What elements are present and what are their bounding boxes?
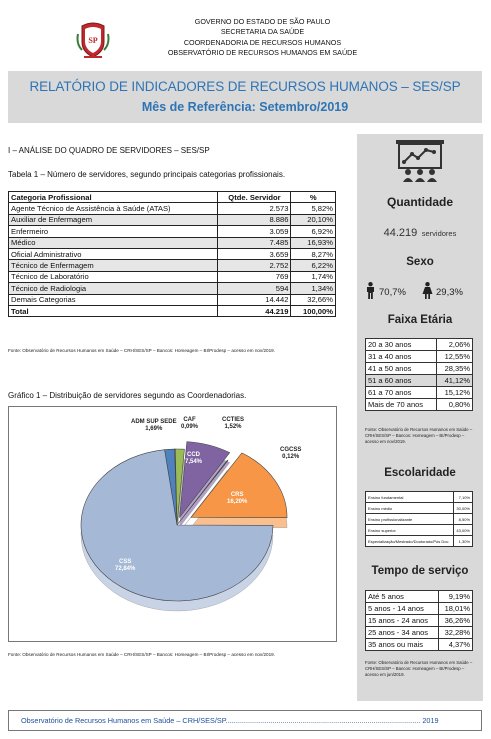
cell-categoria: Técnico de Enfermagem: [9, 260, 218, 271]
tempo-source-note: Fonte: Observatório de Recursos Humanos em Saúde – CRH/SES/SP – Bancos: Homeagem – BI/Prodesp – acesso em jun/2019.: [365, 660, 473, 677]
graph-caption: Gráfico 1 – Distribuição de servidores segundo as Coordenadorias.: [8, 391, 247, 400]
label-adm-sup: [131, 419, 177, 433]
table-row: [9, 283, 336, 294]
table-row: [366, 603, 473, 615]
label-ccd-name: CCD: [187, 452, 200, 458]
cell-label: 61 a 70 anos: [366, 387, 437, 399]
cell-label: Ensino superior: [366, 525, 454, 536]
cell-label: Ensino profissionalizante: [366, 514, 454, 525]
cell-value: 9,19%: [438, 591, 472, 603]
label-cgcss-name: CGCSS: [280, 447, 302, 453]
label-ccties-name: CCTIES: [222, 417, 245, 423]
header-percent: %: [291, 192, 336, 203]
cell-label: Ensino médio: [366, 503, 454, 514]
table-source-note: Fonte: Observatório de Recursos Humanos em Saúde – CRH/SES/SP – Bancos: Homeagem – BI/Prodesp – acesso em nov/2019.: [8, 348, 276, 353]
report-title: RELATÓRIO DE INDICADORES DE RECURSOS HUMANOS – SES/SP: [29, 79, 461, 94]
servidores-table: [8, 191, 336, 317]
cell-label: 5 anos - 14 anos: [366, 603, 439, 615]
cell-categoria: Médico: [9, 237, 218, 248]
label-adm-sup-name: ADM SUP SEDE: [131, 419, 177, 425]
institution-header: [140, 17, 385, 58]
cell-label: 41 a 50 anos: [366, 363, 437, 375]
table-row: [366, 525, 473, 536]
cell-percent: 1,74%: [291, 271, 336, 282]
cell-value: 41,12%: [437, 375, 473, 387]
tempo-servico-title: Tempo de serviço: [371, 565, 469, 577]
table-row: [366, 375, 473, 387]
cell-value: 2,06%: [437, 339, 473, 351]
table-header-row: [9, 192, 336, 203]
table-caption: Tabela 1 – Número de servidores, segundo principais categorias profissionais.: [8, 170, 286, 179]
cell-label: Até 5 anos: [366, 591, 439, 603]
label-ccties-value: 1,52%: [224, 424, 242, 430]
cell-percent: 1,34%: [291, 283, 336, 294]
table-row: [366, 492, 473, 503]
page-footer: Observatório de Recursos Humanos em Saúde – CRH/SES/SP................................................................................................ 2019: [8, 710, 482, 731]
cell-value: 15,12%: [437, 387, 473, 399]
total-percent: 100,00%: [291, 305, 336, 316]
total-qtde: 44.219: [218, 305, 291, 316]
quantidade-value: 44.219: [383, 227, 418, 239]
table-row: [9, 248, 336, 259]
cell-value: 18,01%: [438, 603, 472, 615]
presentation-chart-icon: [394, 138, 446, 182]
cell-qtde: 769: [218, 271, 291, 282]
cell-label: Ensino fundamental: [366, 492, 454, 503]
table-row: [366, 514, 473, 525]
label-adm-sup-value: 1,69%: [145, 426, 163, 432]
cell-value: 30,00%: [453, 503, 472, 514]
cell-qtde: 3.059: [218, 226, 291, 237]
label-cgcss-value: 0,12%: [282, 454, 300, 460]
label-cgcss: [280, 447, 301, 461]
cell-percent: 20,10%: [291, 214, 336, 225]
label-crs-name: CRS: [230, 492, 244, 498]
cell-qtde: 7.485: [218, 237, 291, 248]
cell-value: 4,37%: [438, 639, 472, 651]
report-reference-month: Mês de Referência: Setembro/2019: [141, 100, 349, 114]
label-crs-value: 16,20%: [227, 499, 248, 505]
table-row: [9, 214, 336, 225]
cell-label: 25 anos - 34 anos: [366, 627, 439, 639]
header-line-1: GOVERNO DO ESTADO DE SÃO PAULO: [194, 17, 331, 26]
table-row: [366, 591, 473, 603]
cell-percent: 32,66%: [291, 294, 336, 305]
cell-value: 43,00%: [453, 525, 472, 536]
label-css: [115, 559, 135, 573]
cell-value: 32,28%: [438, 627, 472, 639]
female-icon: [422, 282, 433, 299]
table-row: [9, 271, 336, 282]
male-icon: [366, 282, 375, 299]
cell-label: 51 a 60 anos: [366, 375, 437, 387]
cell-categoria: Oficial Administrativo: [9, 248, 218, 259]
table-row: [9, 203, 336, 214]
quantidade-unit: servidores: [421, 229, 457, 238]
cell-categoria: Demais Categorias: [9, 294, 218, 305]
tempo-servico-table: [365, 590, 473, 651]
cell-value: 8,50%: [453, 514, 472, 525]
table-row: [9, 260, 336, 271]
header-line-4: OBSERVATÓRIO DE RECURSOS HUMANOS EM SAÚDE: [167, 47, 358, 57]
cell-categoria: Auxiliar de Enfermagem: [9, 214, 218, 225]
total-label: Total: [9, 305, 218, 316]
table-row: [9, 294, 336, 305]
cell-percent: 6,92%: [291, 226, 336, 237]
cell-qtde: 594: [218, 283, 291, 294]
report-title-banner: [8, 71, 482, 123]
label-ccties: [222, 417, 244, 431]
label-css-value: 72,84%: [115, 566, 136, 572]
sp-coat-of-arms-logo: [76, 20, 110, 60]
cell-value: 28,35%: [437, 363, 473, 375]
table-row: [9, 226, 336, 237]
label-caf-name: CAF: [183, 417, 196, 423]
cell-value: 12,55%: [437, 351, 473, 363]
table-row: [366, 627, 473, 639]
cell-label: Especialização/Mestrado/Doutorado/Pós Doc: [366, 536, 454, 547]
label-caf-value: 0,09%: [181, 424, 199, 430]
table-row: [366, 363, 473, 375]
cell-label: 31 a 40 anos: [366, 351, 437, 363]
svg-text:SP: SP: [88, 36, 98, 45]
quantidade-title: Quantidade: [386, 195, 453, 209]
cell-label: Mais de 70 anos: [366, 399, 437, 411]
label-caf: [181, 417, 198, 431]
header-qtde: Qtde. Servidor: [218, 192, 291, 203]
table-row: [366, 399, 473, 411]
table-row: [366, 351, 473, 363]
cell-qtde: 3.659: [218, 248, 291, 259]
escolaridade-title: Escolaridade: [384, 467, 456, 479]
cell-label: 20 a 30 anos: [366, 339, 437, 351]
sexo-female-value: 29,3%: [436, 287, 463, 298]
table-row: [366, 339, 473, 351]
section-title: I – ANÁLISE DO QUADRO DE SERVIDORES – SES/SP: [8, 146, 210, 155]
graph-source-note: Fonte: Observatório de Recursos Humanos em Saúde – CRH/SES/SP – Bancos: Homeagem – BI/Prodesp – acesso em nov/2019.: [8, 652, 276, 657]
table-row: [366, 503, 473, 514]
cell-label: 35 anos ou mais: [366, 639, 439, 651]
cell-categoria: Técnico de Laboratório: [9, 271, 218, 282]
cell-percent: 16,93%: [291, 237, 336, 248]
label-css-name: CSS: [119, 559, 132, 565]
cell-label: 15 anos - 24 anos: [366, 615, 439, 627]
cell-percent: 5,82%: [291, 203, 336, 214]
escolaridade-table: [365, 491, 473, 547]
cell-categoria: Técnico de Radiologia: [9, 283, 218, 294]
header-line-2: SECRETARIA DA SAÚDE: [220, 27, 305, 37]
table-total-row: [9, 305, 336, 316]
cell-qtde: 8.886: [218, 214, 291, 225]
table-row: [366, 536, 473, 547]
sexo-title: Sexo: [406, 256, 434, 268]
table-row: [366, 615, 473, 627]
cell-categoria: Enfermeiro: [9, 226, 218, 237]
header-line-3: COORDENADORIA DE RECURSOS HUMANOS: [183, 37, 342, 47]
cell-categoria: Agente Técnico de Assistência à Saúde (ATAS): [9, 203, 218, 214]
label-ccd: [185, 452, 202, 466]
pie-chart: [9, 407, 336, 641]
faixa-etaria-title: Faixa Etária: [387, 314, 453, 326]
cell-value: 1,30%: [453, 536, 472, 547]
label-ccd-value: 7,54%: [185, 459, 203, 465]
cell-value: 7,10%: [453, 492, 472, 503]
faixa-etaria-table: [365, 338, 473, 411]
table-row: [366, 387, 473, 399]
cell-qtde: 14.442: [218, 294, 291, 305]
header-categoria: Categoria Profissional: [9, 192, 218, 203]
label-crs: [227, 492, 247, 506]
cell-percent: 8,27%: [291, 248, 336, 259]
pie-chart-frame: [8, 406, 337, 642]
cell-qtde: 2.752: [218, 260, 291, 271]
quantidade-block: [357, 223, 483, 241]
table-row: [9, 237, 336, 248]
faixa-source-note: Fonte: Observatório de Recursos Humanos em Saúde – CRH/SES/SP – Bancos: Homeagem – BI/Prodesp – acesso em nov/2019.: [365, 427, 473, 444]
sexo-male-value: 70,7%: [379, 287, 406, 298]
table-row: [366, 639, 473, 651]
cell-qtde: 2.573: [218, 203, 291, 214]
cell-value: 36,26%: [438, 615, 472, 627]
cell-value: 0,80%: [437, 399, 473, 411]
cell-percent: 6,22%: [291, 260, 336, 271]
